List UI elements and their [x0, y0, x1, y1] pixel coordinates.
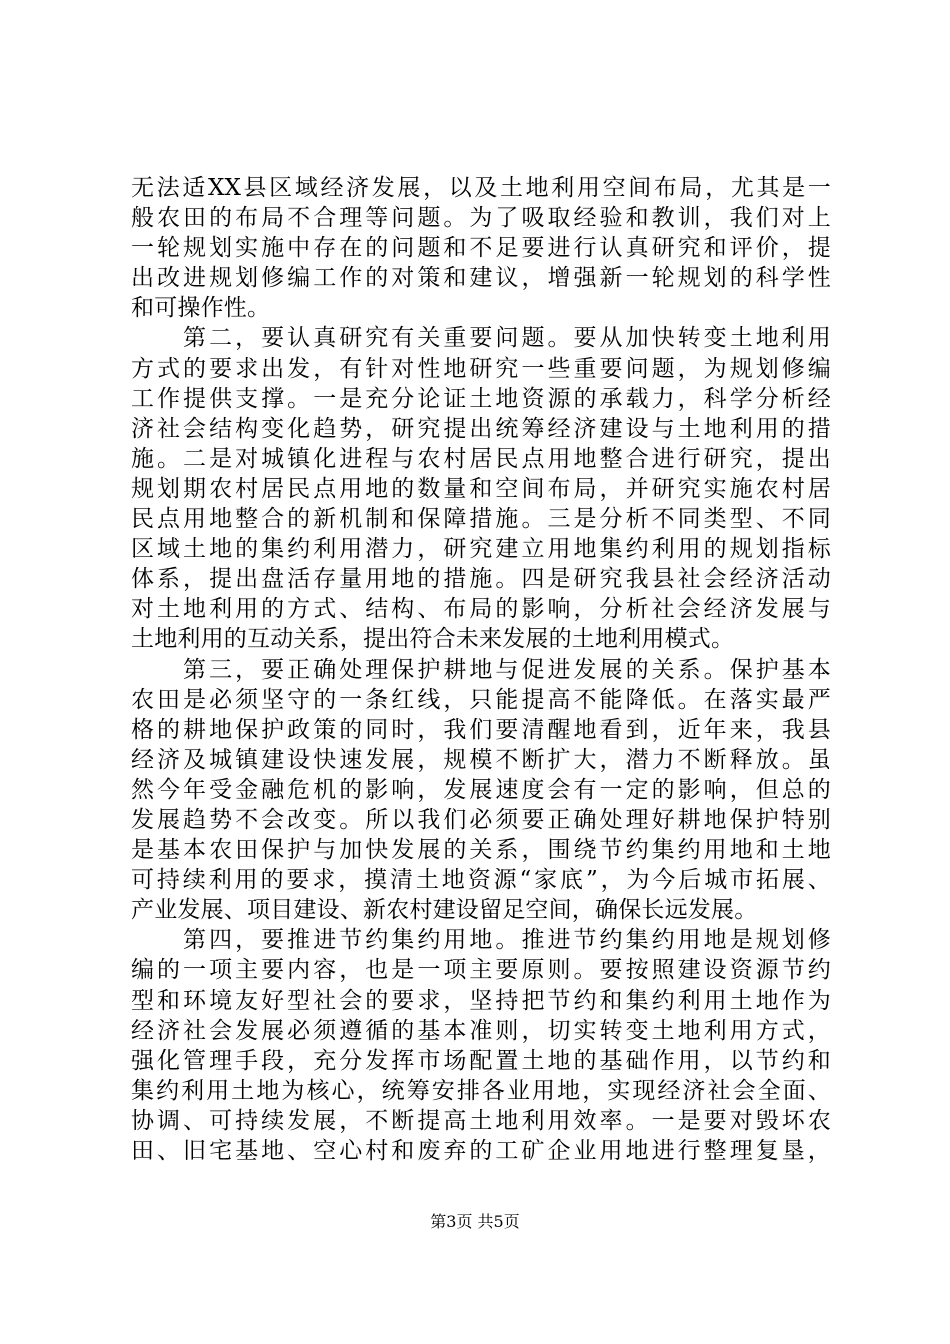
text-line: 协调、可持续发展，不断提高土地利用效率。一是要对毁坏农: [131, 1107, 831, 1134]
text-line: 体系，提出盘活存量用地的措施。四是研究我县社会经济活动: [131, 566, 831, 593]
text-line: 第四，要推进节约集约用地。推进节约集约用地是规划修: [131, 927, 831, 954]
text-line: 经济社会发展必须遵循的基本准则，切实转变土地利用方式，: [131, 1017, 831, 1044]
text-line: 型和环境友好型社会的要求，坚持把节约和集约利用土地作为: [131, 987, 831, 1014]
text-line: 对土地利用的方式、结构、布局的影响，分析社会经济发展与: [131, 596, 831, 623]
text-line: 强化管理手段，充分发挥市场配置土地的基础作用，以节约和: [131, 1047, 831, 1074]
text-line: 土地利用的互动关系，提出符合未来发展的土地利用模式。: [131, 626, 735, 653]
text-line: 方式的要求出发，有针对性地研究一些重要问题，为规划修编: [131, 355, 831, 382]
text-line: 工作提供支撑。一是充分论证土地资源的承载力，科学分析经: [131, 385, 831, 412]
text-line: 民点用地整合的新机制和保障措施。三是分析不同类型、不同: [131, 506, 831, 533]
text-line: 区域土地的集约利用潜力，研究建立用地集约利用的规划指标: [131, 536, 831, 563]
text-line: 济社会结构变化趋势，研究提出统筹经济建设与土地利用的措: [131, 415, 831, 442]
page-footer: 第3页 共5页: [430, 1212, 520, 1231]
text-line: 农田是必须坚守的一条红线，只能提高不能降低。在落实最严: [131, 686, 831, 713]
text-line: 般农田的布局不合理等问题。为了吸取经验和教训，我们对上: [131, 205, 831, 232]
text-line: 编的一项主要内容，也是一项主要原则。要按照建设资源节约: [131, 957, 831, 984]
text-line: 产业发展、项目建设、新农村建设留足空间，确保长远发展。: [131, 897, 758, 924]
text-line: 可持续利用的要求，摸清土地资源“家底”，为今后城市拓展、: [131, 867, 831, 894]
text-line: 一轮规划实施中存在的问题和不足要进行认真研究和评价，提: [131, 235, 831, 262]
text-line: 施。二是对城镇化进程与农村居民点用地整合进行研究，提出: [131, 445, 831, 472]
text-line: 出改进规划修编工作的对策和建议，增强新一轮规划的科学性: [131, 265, 831, 292]
text-line: 是基本农田保护与加快发展的关系，围绕节约集约用地和土地: [131, 837, 831, 864]
text-line: 经济及城镇建设快速发展，规模不断扩大，潜力不断释放。虽: [131, 746, 831, 773]
text-line: 田、旧宅基地、空心村和废弃的工矿企业用地进行整理复垦，: [131, 1138, 831, 1164]
text-line: 集约利用土地为核心，统筹安排各业用地，实现经济社会全面、: [131, 1077, 831, 1104]
text-line: 第三，要正确处理保护耕地与促进发展的关系。保护基本: [131, 656, 831, 683]
text-line: 规划期农村居民点用地的数量和空间布局，并研究实施农村居: [131, 475, 831, 502]
text-line: 无法适XX县区域经济发展，以及土地利用空间布局，尤其是一: [131, 175, 831, 201]
text-line: 格的耕地保护政策的同时，我们要清醒地看到，近年来，我县: [131, 716, 831, 743]
text-line: 发展趋势不会改变。所以我们必须要正确处理好耕地保护特别: [131, 806, 831, 833]
text-line: 然今年受金融危机的影响，发展速度会有一定的影响，但总的: [131, 776, 831, 803]
body-text: [131, 173, 831, 1166]
text-line: 和可操作性。: [131, 295, 271, 322]
text-line: 第二，要认真研究有关重要问题。要从加快转变土地利用: [131, 325, 831, 352]
